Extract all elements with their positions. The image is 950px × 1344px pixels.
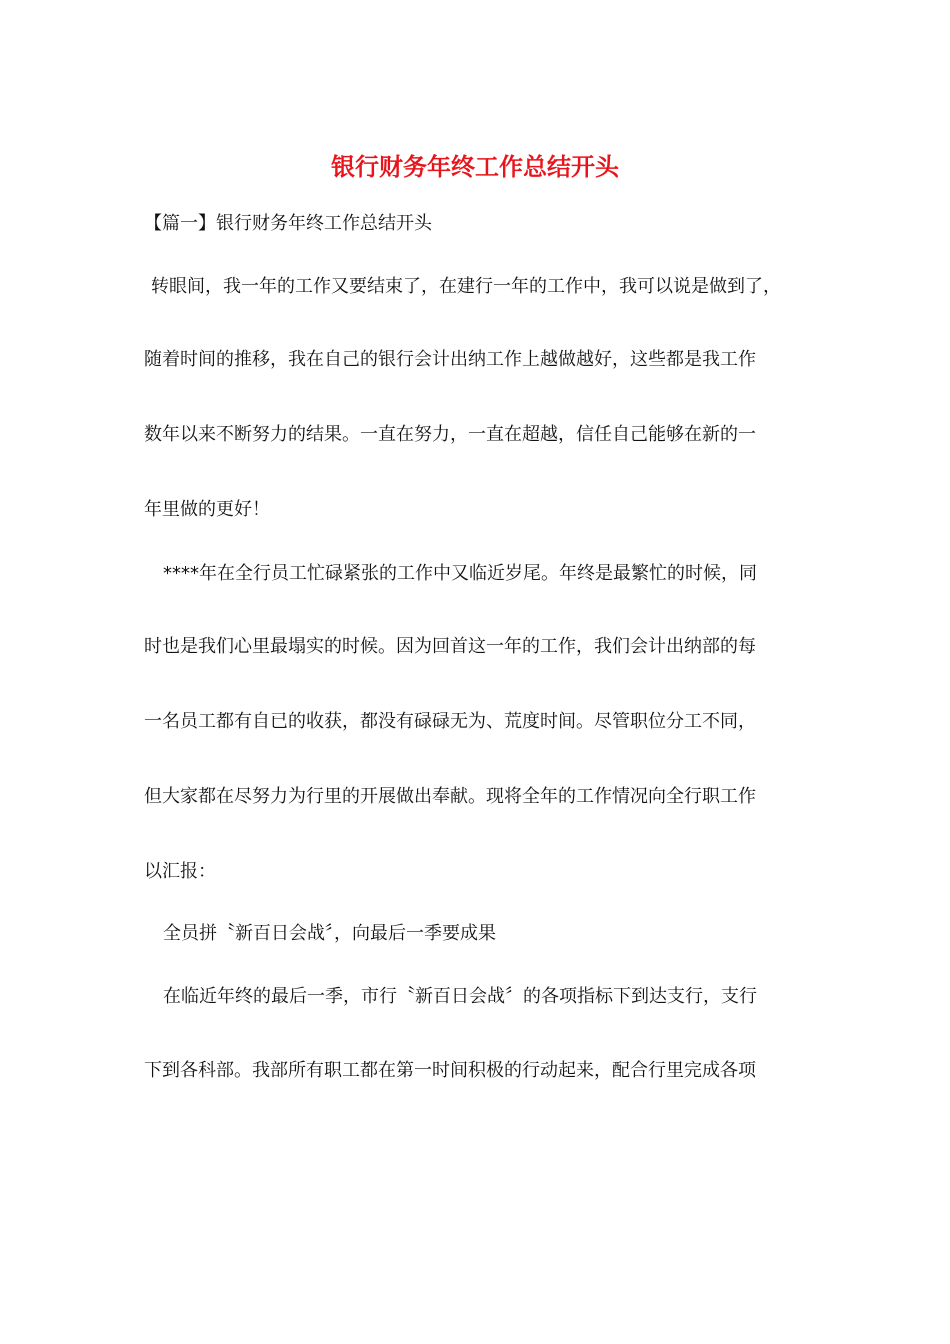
paragraph-line: 但大家都在尽努力为行里的开展做出奉献。现将全年的工作情况向全行职工作 bbox=[144, 786, 756, 807]
paragraph-line: 一名员工都有自已的收获，都没有碌碌无为、荒度时间。尽管职位分工不同， bbox=[144, 711, 756, 732]
paragraph-line: 时也是我们心里最塌实的时候。因为回首这一年的工作，我们会计出纳部的每 bbox=[144, 636, 756, 657]
paragraph-line: 随着时间的推移，我在自己的银行会计出纳工作上越做越好，这些都是我工作 bbox=[144, 349, 756, 370]
paragraph-line: 在临近年终的最后一季，市行〝新百日会战〞的各项指标下到达支行，支行 bbox=[163, 986, 757, 1007]
paragraph-line: ****年在全行员工忙碌紧张的工作中又临近岁尾。年终是最繁忙的时候，同 bbox=[163, 563, 757, 584]
section-heading: 【篇一】银行财务年终工作总结开头 bbox=[144, 213, 432, 234]
paragraph-line: 下到各科部。我部所有职工都在第一时间积极的行动起来，配合行里完成各项 bbox=[144, 1060, 756, 1081]
subheading-line: 全员拼〝新百日会战〞，向最后一季要成果 bbox=[163, 923, 496, 944]
paragraph-line: 数年以来不断努力的结果。一直在努力，一直在超越，信任自己能够在新的一 bbox=[144, 424, 756, 445]
paragraph-line: 年里做的更好！ bbox=[144, 499, 270, 520]
document-title: 银行财务年终工作总结开头 bbox=[331, 152, 619, 181]
paragraph-line: 转眼间，我一年的工作又要结束了，在建行一年的工作中，我可以说是做到了， bbox=[151, 276, 781, 297]
paragraph-line: 以汇报： bbox=[144, 861, 216, 882]
